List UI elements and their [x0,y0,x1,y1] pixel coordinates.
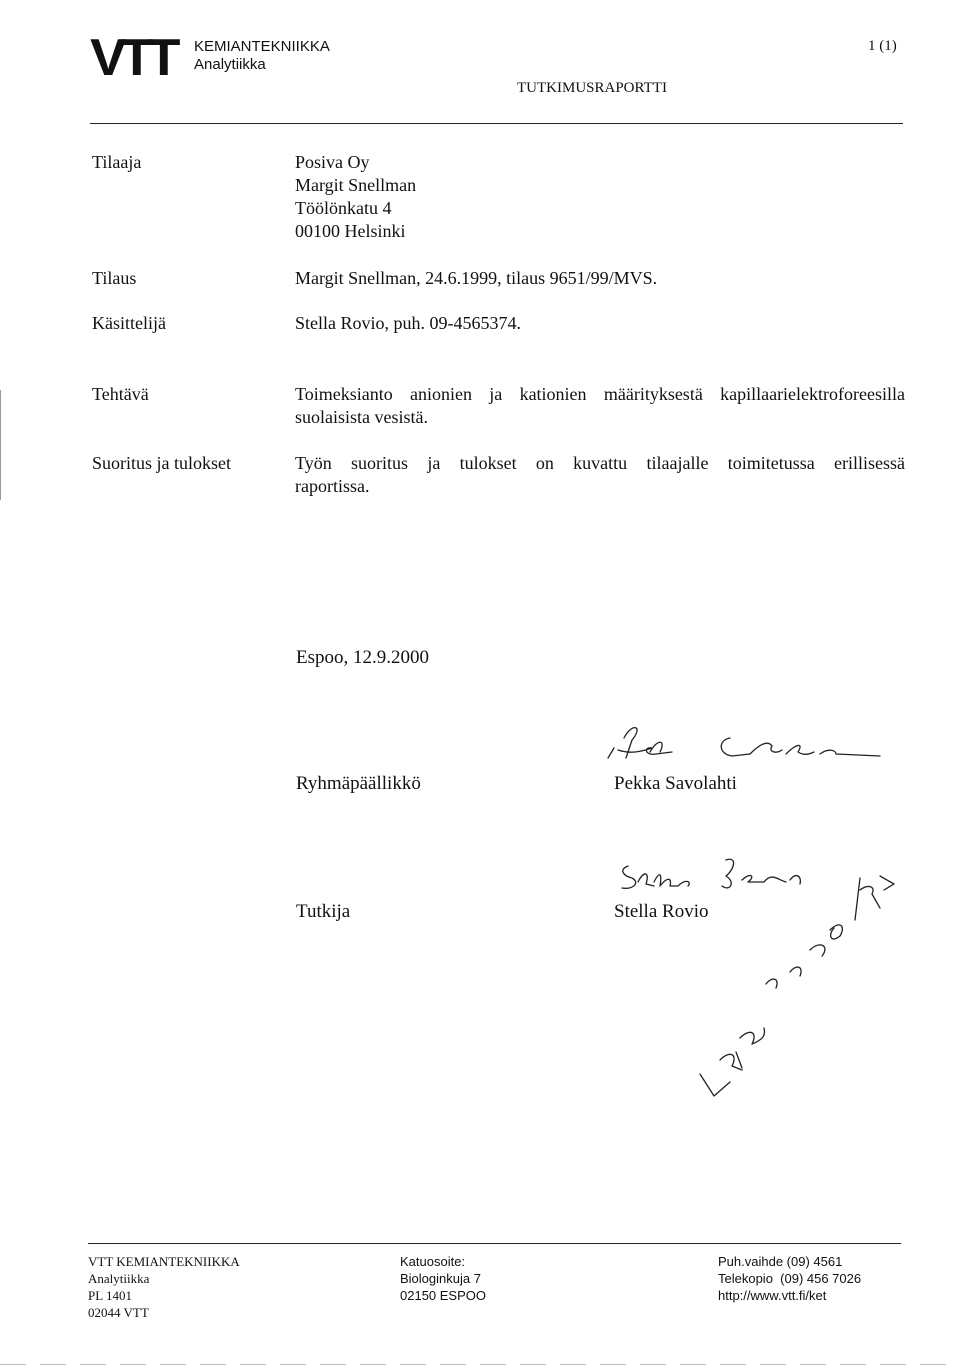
footer-rule [88,1243,901,1244]
org-name: KEMIANTEKNIIKKA [194,38,330,55]
value-tehtava-line1: Toimeksianto anionien ja kationien määrityksestä kapillaarielektroforeesilla [295,384,905,404]
date-place: Espoo, 12.9.2000 [296,647,429,668]
document-type: TUTKIMUSRAPORTTI [517,80,667,96]
footer-fax: Telekopio (09) 456 7026 [718,1271,862,1286]
value-tilaus: Margit Snellman, 24.6.1999, tilaus 9651/99/MVS. [295,268,658,288]
label-kasittelija: Käsittelijä [92,313,166,333]
researcher-title: Tutkija [296,901,351,922]
footer-postal: 02044 VTT [88,1305,149,1320]
footer-street: Biologinkuja 7 [400,1271,481,1286]
label-suoritus: Suoritus ja tulokset [92,453,231,473]
header-rule [90,123,903,124]
footer-org: VTT KEMIANTEKNIIKKA [88,1254,240,1269]
footer-contact-block [718,1253,861,1304]
footer-city: 02150 ESPOO [400,1288,486,1303]
value-suoritus-line2: raportissa. [295,476,370,496]
value-tehtava-line2: suolaisista vesistä. [295,407,428,427]
page-number: 1 (1) [868,38,897,54]
value-suoritus-line1: Työn suoritus ja tulokset on kuvattu tilaajalle toimitetussa erillisessä [295,453,905,473]
value-tilaaja-company: Posiva Oy [295,152,370,172]
value-tilaaja-city: 00100 Helsinki [295,221,406,241]
label-tilaaja: Tilaaja [92,152,142,172]
label-tehtava: Tehtävä [92,384,149,404]
vtt-logo [90,29,182,87]
label-tilaus: Tilaus [92,268,137,288]
group-leader-signature [600,718,890,778]
left-margin-mark [0,390,1,500]
value-tilaaja-street: Töölönkatu 4 [295,198,392,218]
footer-po-box: PL 1401 [88,1288,132,1303]
handwritten-annotation [680,860,920,1140]
researcher-name: Stella Rovio [614,901,709,922]
footer-address-block [88,1253,240,1321]
value-kasittelija: Stella Rovio, puh. 09-4565374. [295,313,521,333]
footer-web: http://www.vtt.fi/ket [718,1288,827,1303]
footer-phone: Puh.vaihde (09) 4561 [718,1254,843,1269]
vtt-logo-text: VTT [90,29,175,87]
org-unit: Analytiikka [194,56,266,73]
footer-street-block [400,1253,486,1304]
scan-edge-artifact [0,1364,960,1365]
group-leader-title: Ryhmäpäällikkö [296,773,421,794]
group-leader-name: Pekka Savolahti [614,773,737,794]
footer-street-label: Katuosoite: [400,1254,466,1269]
value-tilaaja-person: Margit Snellman [295,175,417,195]
footer-unit: Analytiikka [88,1271,150,1286]
